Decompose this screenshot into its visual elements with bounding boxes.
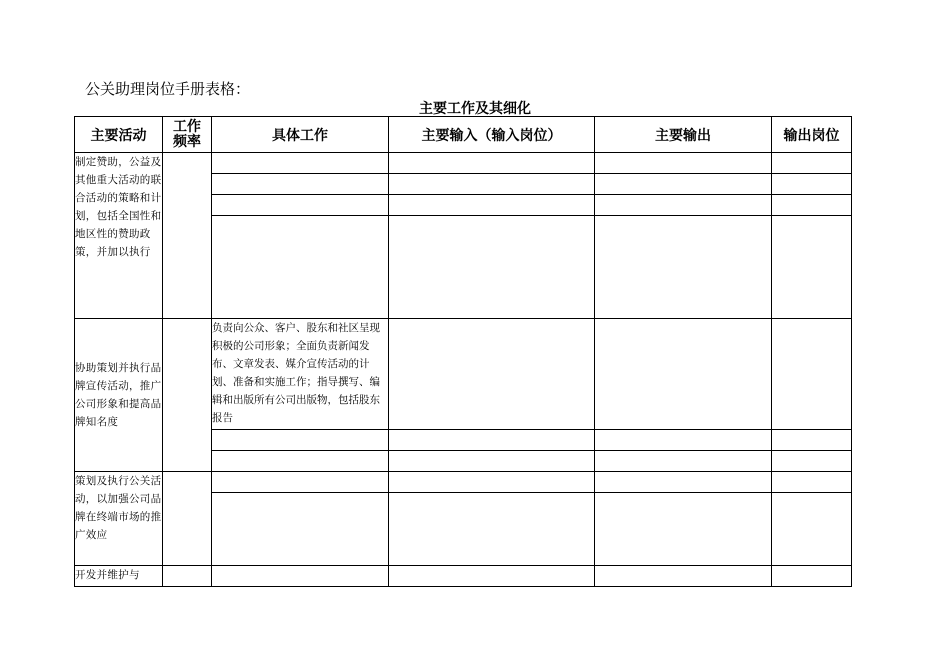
output-cell bbox=[595, 195, 772, 216]
header-output-post: 输出岗位 bbox=[772, 117, 852, 153]
output-cell bbox=[595, 566, 772, 587]
output-cell bbox=[595, 216, 772, 319]
header-frequency-line2: 频率 bbox=[173, 133, 201, 150]
frequency-cell bbox=[163, 153, 212, 319]
header-input: 主要输入（输入岗位） bbox=[389, 117, 595, 153]
input-cell bbox=[389, 319, 595, 430]
table-row bbox=[75, 319, 852, 430]
intro-text: 公关助理岗位手册表格： bbox=[85, 80, 251, 98]
table-row bbox=[75, 153, 852, 174]
header-frequency-line1: 工作 bbox=[173, 118, 201, 135]
output-post-cell bbox=[772, 174, 852, 195]
input-cell bbox=[389, 174, 595, 195]
output-post-cell bbox=[772, 216, 852, 319]
output-post-cell bbox=[772, 493, 852, 566]
output-cell bbox=[595, 153, 772, 174]
output-cell bbox=[595, 319, 772, 430]
header-output: 主要输出 bbox=[595, 117, 772, 153]
task-cell: 负责向公众、客户、股东和社区呈现积极的公司形象；全面负责新闻发布、文章发表、媒介宣传活动的计划、准备和实施工作；指导撰写、编辑和出版所有公司出版物，包括股东报告 bbox=[212, 319, 389, 430]
activity-cell: 开发并维护与 bbox=[75, 566, 163, 587]
job-manual-table bbox=[74, 116, 852, 587]
table-row bbox=[75, 566, 852, 587]
input-cell bbox=[389, 216, 595, 319]
output-post-cell bbox=[772, 566, 852, 587]
activity-cell: 协助策划并执行品牌宣传活动，推广公司形象和提高品牌知名度 bbox=[75, 319, 163, 472]
header-frequency bbox=[163, 117, 212, 153]
input-cell bbox=[389, 153, 595, 174]
frequency-cell bbox=[163, 472, 212, 566]
output-cell bbox=[595, 174, 772, 195]
task-cell bbox=[212, 216, 389, 319]
task-cell bbox=[212, 195, 389, 216]
output-post-cell bbox=[772, 430, 852, 451]
output-cell bbox=[595, 451, 772, 472]
input-cell bbox=[389, 430, 595, 451]
header-activity: 主要活动 bbox=[75, 117, 163, 153]
task-cell bbox=[212, 472, 389, 493]
output-post-cell bbox=[772, 319, 852, 430]
task-cell bbox=[212, 174, 389, 195]
frequency-cell bbox=[163, 319, 212, 472]
task-cell bbox=[212, 430, 389, 451]
task-cell bbox=[212, 451, 389, 472]
task-cell bbox=[212, 566, 389, 587]
frequency-cell bbox=[163, 566, 212, 587]
output-cell bbox=[595, 430, 772, 451]
output-post-cell bbox=[772, 472, 852, 493]
table-row bbox=[75, 472, 852, 493]
output-post-cell bbox=[772, 195, 852, 216]
header-row bbox=[75, 117, 852, 153]
activity-cell: 策划及执行公关活动，以加强公司品牌在终端市场的推广效应 bbox=[75, 472, 163, 566]
output-cell bbox=[595, 472, 772, 493]
table-title: 主要工作及其细化 bbox=[419, 101, 531, 117]
output-post-cell bbox=[772, 451, 852, 472]
output-post-cell bbox=[772, 153, 852, 174]
header-task: 具体工作 bbox=[212, 117, 389, 153]
input-cell bbox=[389, 493, 595, 566]
task-cell bbox=[212, 153, 389, 174]
task-cell bbox=[212, 493, 389, 566]
input-cell bbox=[389, 472, 595, 493]
activity-cell: 制定赞助，公益及其他重大活动的联合活动的策略和计划，包括全国性和地区性的赞助政策，并加以执行 bbox=[75, 153, 163, 319]
output-cell bbox=[595, 493, 772, 566]
input-cell bbox=[389, 566, 595, 587]
input-cell bbox=[389, 451, 595, 472]
input-cell bbox=[389, 195, 595, 216]
